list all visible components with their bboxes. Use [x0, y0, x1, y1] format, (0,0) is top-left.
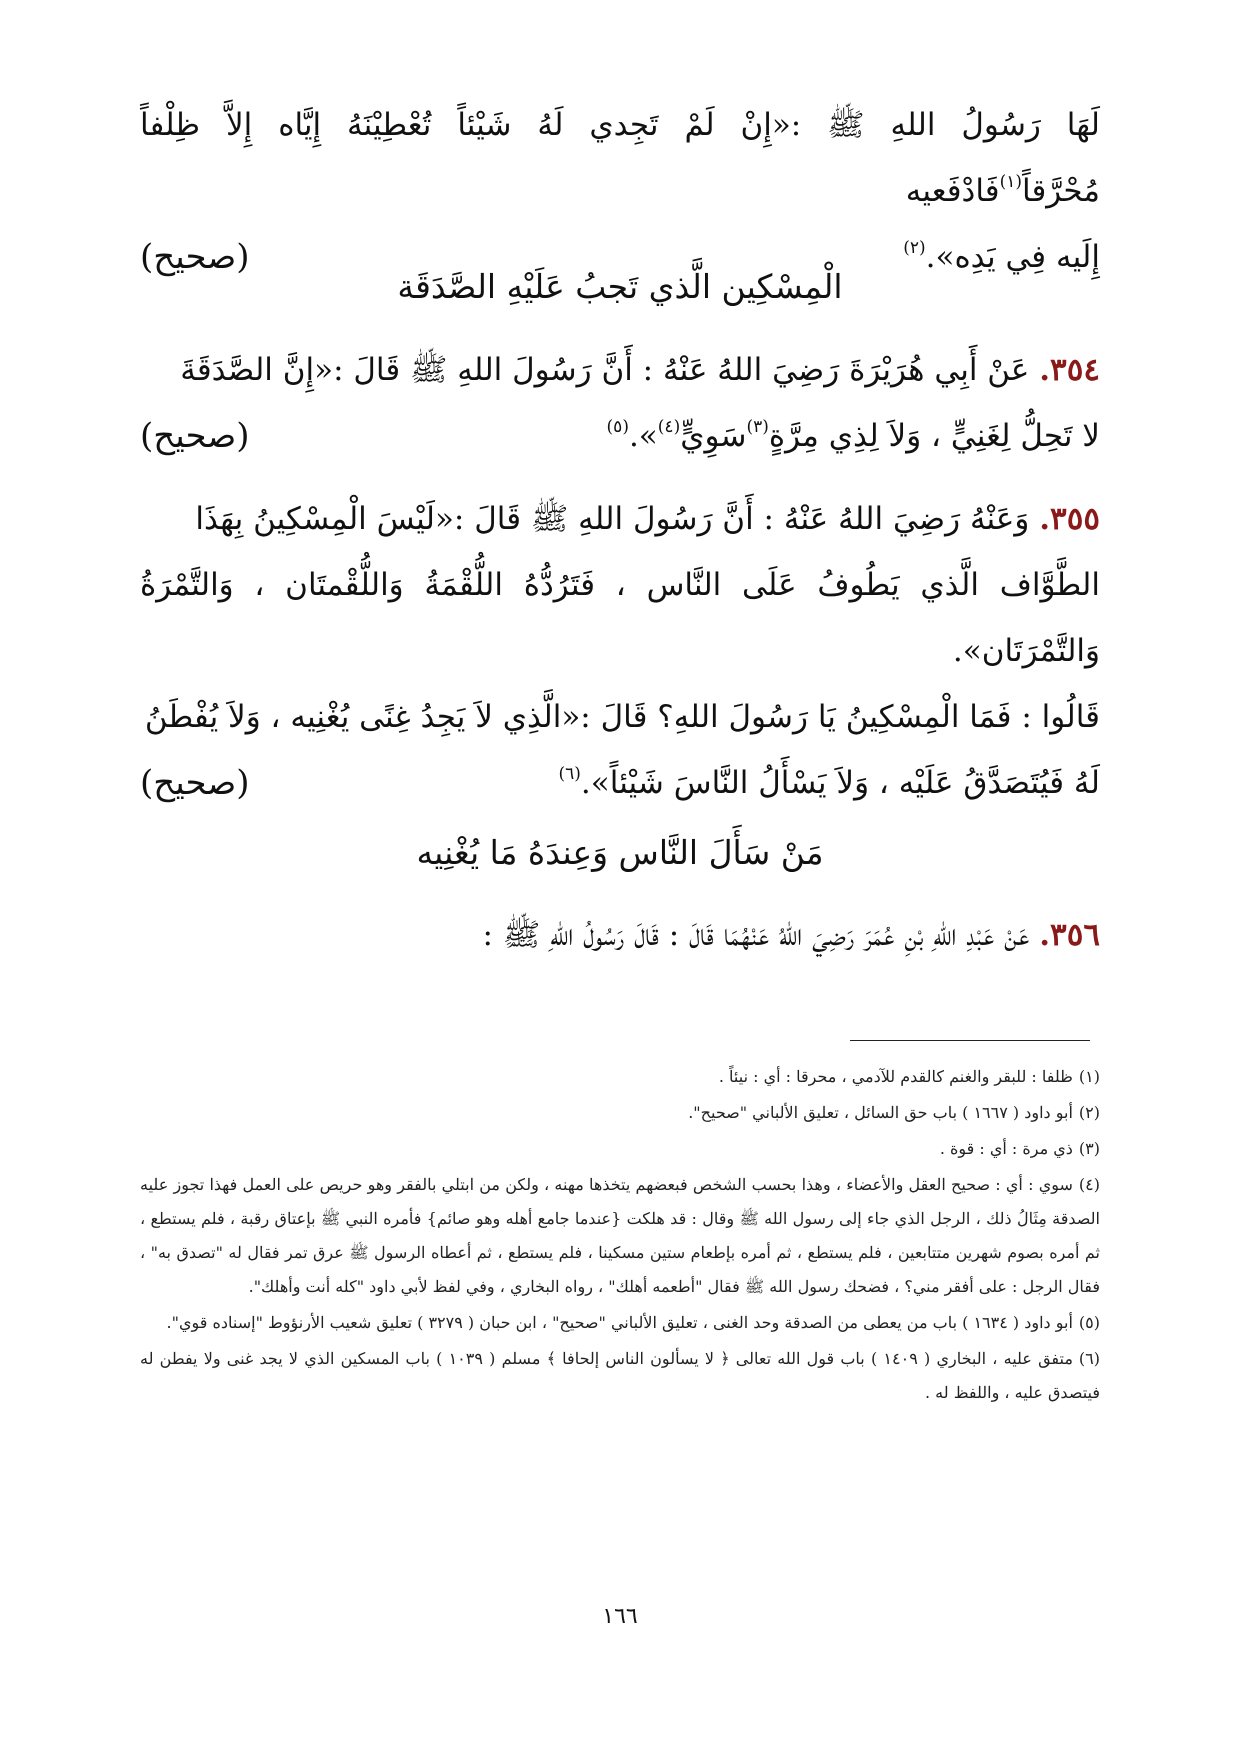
footnote-number: (٤)	[1078, 1175, 1101, 1194]
hadith-356-line-1	[140, 902, 1100, 968]
hadith-number: ٣٥٦.	[1039, 917, 1100, 953]
footnote-text: سوي : أي : صحيح العقل والأعضاء ، وهذا بحسب الشخص فبعضهم يتخذها مهنه ، ولكن من ابتلي بالفقر وهو حريص على العمل فهذا تجوز عليه الصدقة مِثَالُ ذلك ، الرجل الذي جاء إلى رسول الله ﷺ وقال : قد هلكت {عندما جامع أهله وهو صائم} فأمره النبي ﷺ بإعتاق رقبة ، فلم يستطع ، ثم أمره بصوم شهرين متتابعين ، فلم يستطع ، ثم أمره بإطعام ستين مسكينا ، فلم يستطع ، ثم أعطاه الرسول ﷺ عرق تمر فقال له "تصدق به" ، فقال الرجل : على أفقر مني؟ ، فضحك رسول الله ﷺ فقال "أطعمه أهلك" ، رواه البخاري ، وفي لفظ لأبي داود "كله أنت وأهلك".	[140, 1175, 1100, 1296]
hadith-355-line-4	[140, 750, 1100, 816]
footnote-ref-5[interactable]: (٥)	[606, 417, 629, 437]
footnote-6	[140, 1342, 1100, 1410]
footnote-text: أبو داود ( ١٦٣٤ ) باب من يعطى من الصدقة وحد الغنى ، تعليق الألباني "صحيح" ، ابن حبان ( ٣٢٧٩ ) تعليق شعيب الأرنؤوط "إسناده قوي".	[166, 1313, 1073, 1332]
footnote-number: (١)	[1078, 1067, 1100, 1086]
continuation-text-2: إِلَيه فِي يَدِه».	[925, 239, 1100, 275]
hadith-355-line-3	[140, 684, 1100, 750]
footnote-ref-3[interactable]: (٣)	[746, 417, 769, 437]
hadith-354-text-1: عَنْ أَبِي هُرَيْرَةَ رَضِيَ اللهُ عَنْهُ : أَنَّ رَسُولَ اللهِ ﷺ قَالَ :«إِنَّ الصَّدَقَةَ	[180, 352, 1030, 388]
footnote-ref-6[interactable]: (٦)	[558, 764, 581, 784]
continuation-line-1	[140, 92, 1100, 224]
hadith-354-line-2	[140, 403, 1100, 469]
hadith-356	[140, 902, 1100, 968]
footnote-number: (٢)	[1078, 1103, 1100, 1122]
hadith-355-line-1	[140, 486, 1100, 552]
footnote-3	[140, 1132, 1100, 1166]
section-heading-1: الْمِسْكِين الَّذي تَجبُ عَلَيْهِ الصَّدَقَة	[397, 267, 843, 306]
footnote-number: (٣)	[1078, 1139, 1100, 1158]
hadith-354-text-3: سَوِيٍّ	[680, 418, 747, 454]
hadith-number: ٣٥٤.	[1039, 352, 1100, 388]
section-heading-2: مَنْ سَأَلَ النَّاس وَعِندَهُ مَا يُغْنِيه	[416, 833, 824, 872]
page-number: ١٦٦	[602, 1604, 638, 1629]
footnote-2	[140, 1096, 1100, 1130]
footnote-1	[140, 1060, 1100, 1094]
grade-label: (صحيح)	[140, 416, 250, 456]
footnote-number: (٦)	[1078, 1349, 1100, 1368]
footnote-ref-2[interactable]: (٢)	[903, 238, 926, 258]
hadith-355	[140, 486, 1100, 816]
hadith-355-text-2: الطَّوَّاف الَّذي يَطُوفُ عَلَى النَّاس ، فَتَرُدُّهُ اللُّقْمَةُ وَاللُّقْمتَان ، وَالتَّمْرَةُ وَالتَّمْرَتَان».	[140, 567, 1100, 669]
continuation-text-1: لَهَا رَسُولُ اللهِ ﷺ :«إِنْ لَمْ تَجِدي لَهُ شَيْئاً تُعْطِيْنَهُ إِيَّاه إِلاَّ ظِلْفاً مُحْرَّقاً	[140, 107, 1100, 209]
footnote-text: ظلفا : للبقر والغنم كالقدم للآدمي ، محرقا : أي : نيئاً .	[718, 1067, 1073, 1086]
footnote-ref-1[interactable]: (١)	[999, 172, 1023, 192]
footnote-text: متفق عليه ، البخاري ( ١٤٠٩ ) باب قول الله تعالى ﴿ لا يسألون الناس إلحافا ﴾ مسلم ( ١٠٣٩ ) باب المسكين الذي لا يجد غنى ولا يفطن له فيتصدق عليه ، واللفظ له .	[140, 1349, 1100, 1402]
hadith-354-text-2: لا تَحِلُّ لِغَنِيٍّ ، وَلاَ لِذِي مِرَّةٍ	[768, 418, 1100, 454]
footnote-4	[140, 1168, 1100, 1304]
hadith-355-text-3: قَالُوا : فَمَا الْمِسْكِينُ يَا رَسُولَ اللهِ؟ قَالَ :«الَّذِي لاَ يَجِدُ غِنًى يُغْنِيه ، وَلاَ يُفْطَنُ	[144, 699, 1100, 735]
hadith-354-line-1	[140, 337, 1100, 403]
hadith-356-text-1: عَنْ عَبْدِ اللهِ بْنِ عُمَرَ رَضِيَ اللهُ عَنْهُمَا قَالَ : قَالَ رَسُولُ اللهِ ﷺ :	[482, 917, 1030, 953]
continuation-text-1b: فَادْفَعيه	[905, 173, 1000, 209]
hadith-355-text-1: وَعَنْهُ رَضِيَ اللهُ عَنْهُ : أَنَّ رَسُولَ اللهِ ﷺ قَالَ :«لَيْسَ الْمِسْكِينُ بِهَذَا	[195, 501, 1030, 537]
hadith-354	[140, 337, 1100, 469]
grade-label: (صحيح)	[140, 763, 250, 803]
hadith-355-text-4: لَهُ فَيُتَصَدَّقُ عَلَيْه ، وَلاَ يَسْأَلُ النَّاسَ شَيْئاً».	[580, 765, 1100, 801]
hadith-number: ٣٥٥.	[1039, 501, 1100, 537]
footnote-text: أبو داود ( ١٦٦٧ ) باب حق السائل ، تعليق الألباني "صحيح".	[688, 1103, 1073, 1122]
footnote-separator	[850, 1040, 1090, 1041]
footnote-number: (٥)	[1078, 1313, 1100, 1332]
footnotes	[140, 1060, 1100, 1412]
hadith-355-line-2	[140, 552, 1100, 684]
footnote-ref-4[interactable]: (٤)	[657, 417, 681, 437]
footnote-text: ذي مرة : أي : قوة .	[939, 1139, 1073, 1158]
grade-label: (صحيح)	[140, 237, 250, 277]
hadith-354-text-4: ».	[628, 418, 658, 454]
footnote-5	[140, 1306, 1100, 1340]
continuation-paragraph	[140, 92, 1100, 290]
